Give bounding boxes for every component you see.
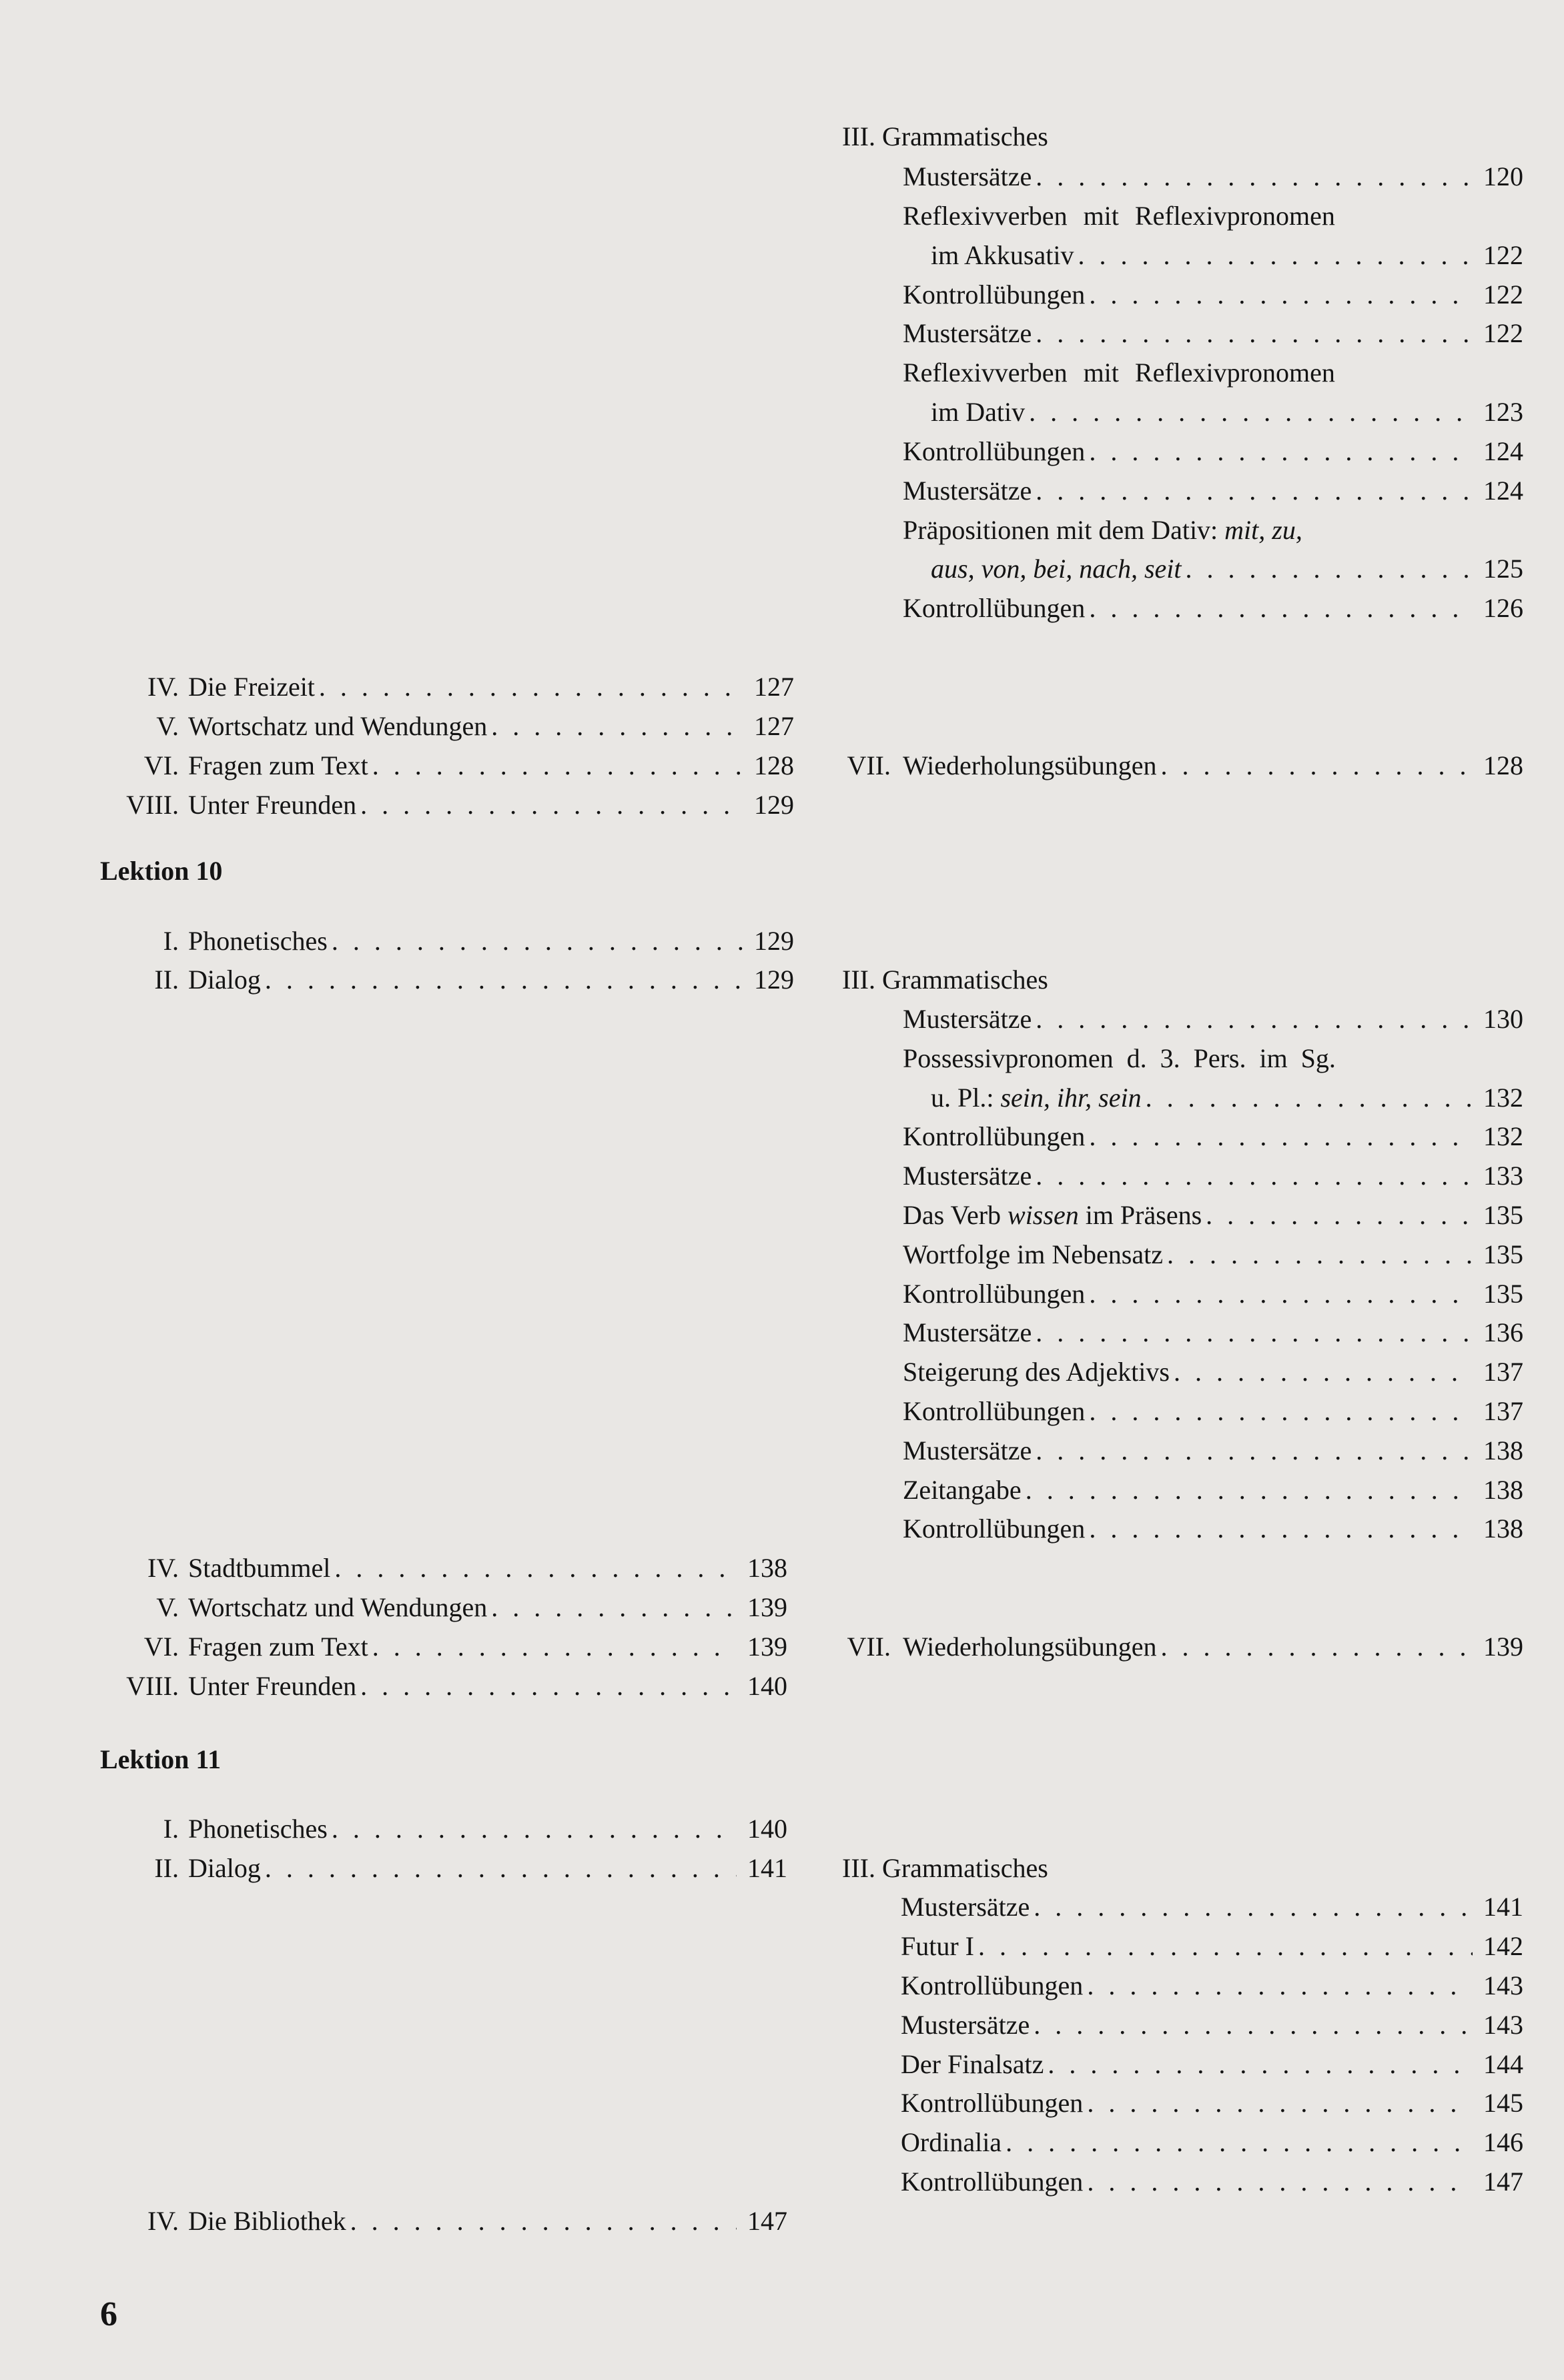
- toc-num: III.: [842, 965, 875, 995]
- toc-entry: [100, 667, 794, 707]
- leader-dots: [1089, 1274, 1473, 1314]
- toc-page: 123: [1483, 397, 1523, 427]
- toc-num: III.: [842, 121, 875, 151]
- toc-label: Grammatisches: [881, 1853, 1048, 1883]
- toc-entry-line1: [903, 353, 1335, 393]
- toc-page: 137: [1483, 1396, 1523, 1426]
- toc-label: Unter Freunden: [188, 790, 357, 820]
- toc-page: 126: [1483, 593, 1523, 623]
- toc-label: Kontrollübungen: [903, 1121, 1086, 1151]
- toc-entry: [901, 2083, 1523, 2123]
- toc-page: 147: [747, 2206, 787, 2236]
- toc-label: Die Bibliothek: [188, 2206, 346, 2236]
- toc-entry: [903, 1391, 1523, 1431]
- toc-entry: [903, 1352, 1523, 1392]
- toc-entry: [901, 2162, 1523, 2202]
- toc-label: Ordinalia: [901, 2127, 1002, 2157]
- toc-entry: [100, 1548, 787, 1588]
- toc-entry: [903, 471, 1523, 511]
- toc-label-text: u. Pl.:: [931, 1083, 994, 1113]
- toc-label: Kontrollübungen: [903, 436, 1086, 466]
- toc-entry: [903, 314, 1523, 354]
- leader-dots: [1029, 392, 1473, 432]
- toc-entry: [831, 746, 1523, 786]
- toc-num: III.: [842, 1853, 875, 1883]
- leader-dots: [978, 1926, 1473, 1966]
- leader-dots: [1089, 1509, 1473, 1549]
- toc-page: 138: [747, 1553, 787, 1583]
- toc-page: 122: [1483, 240, 1523, 270]
- leader-dots: [1036, 314, 1473, 354]
- toc-entry: [903, 432, 1523, 472]
- leader-dots: [1167, 1235, 1473, 1275]
- leader-dots: [265, 960, 743, 1000]
- toc-label: im Dativ: [931, 397, 1026, 427]
- toc-entry: [100, 785, 794, 825]
- leader-dots: [1087, 1966, 1473, 2006]
- leader-dots: [350, 2201, 737, 2241]
- toc-num: VI.: [143, 750, 179, 780]
- toc-page: 139: [1483, 1632, 1523, 1662]
- toc-page: 132: [1483, 1083, 1523, 1113]
- toc-label: Stadtbummel: [188, 1553, 331, 1583]
- toc-entry: [903, 1156, 1523, 1196]
- toc-page: 138: [1483, 1475, 1523, 1505]
- toc-entry: [903, 1313, 1523, 1353]
- toc-heading-grammatisches: [842, 1848, 1048, 1888]
- toc-entry: [100, 1627, 787, 1667]
- leader-dots: [1036, 1431, 1473, 1471]
- toc-entry-line1: [903, 1039, 1336, 1079]
- toc-label-italic: wissen: [1008, 1200, 1079, 1230]
- toc-num: VII.: [847, 1632, 891, 1662]
- toc-label: Kontrollübungen: [903, 1279, 1086, 1309]
- toc-num: VIII.: [126, 790, 179, 820]
- toc-num: V.: [156, 1592, 179, 1622]
- toc-label: Reflexivverben mit Reflexivpronomen: [903, 201, 1335, 231]
- leader-dots: [1161, 746, 1473, 786]
- toc-num: IV.: [147, 2206, 179, 2236]
- toc-entry: [901, 2044, 1523, 2085]
- toc-page: 141: [747, 1853, 787, 1883]
- leader-dots: [1036, 471, 1473, 511]
- leader-dots: [1089, 588, 1473, 628]
- toc-page: 129: [754, 965, 794, 995]
- toc-label: Grammatisches: [881, 121, 1048, 151]
- leader-dots: [1036, 1156, 1473, 1196]
- toc-entry: [931, 392, 1523, 432]
- toc-label-text: im Präsens: [1085, 1200, 1202, 1230]
- toc-label: Kontrollübungen: [901, 1970, 1084, 2000]
- toc-entry: [903, 1509, 1523, 1549]
- toc-entry: [100, 2201, 787, 2241]
- toc-label: Fragen zum Text: [188, 750, 368, 780]
- toc-label: Grammatisches: [881, 965, 1048, 995]
- toc-entry-line1: [903, 510, 1302, 550]
- toc-entry: [903, 1235, 1523, 1275]
- toc-entry: [903, 1195, 1523, 1235]
- page-number: 6: [100, 2295, 117, 2333]
- toc-label: Unter Freunden: [188, 1671, 357, 1701]
- toc-heading-grammatisches: [842, 960, 1048, 1000]
- toc-entry-line1: [903, 196, 1335, 236]
- toc-page: 136: [1483, 1317, 1523, 1347]
- leader-dots: [360, 785, 743, 825]
- leader-dots: [1089, 275, 1473, 315]
- toc-page: 125: [1483, 554, 1523, 584]
- toc-label: Mustersätze: [901, 2010, 1030, 2040]
- toc-entry: [100, 960, 794, 1000]
- toc-label: Mustersätze: [903, 1004, 1032, 1034]
- toc-page: 124: [1483, 476, 1523, 506]
- leader-dots: [372, 1627, 737, 1667]
- toc-page: 130: [1483, 1004, 1523, 1034]
- toc-entry: [831, 1627, 1523, 1667]
- toc-page: 128: [754, 750, 794, 780]
- toc-page: 137: [1483, 1357, 1523, 1387]
- toc-label-italic: mit, zu,: [1224, 515, 1302, 545]
- toc-label: Kontrollübungen: [903, 1514, 1086, 1544]
- toc-page: 127: [754, 672, 794, 702]
- toc-page: 146: [1483, 2127, 1523, 2157]
- toc-page: 124: [1483, 436, 1523, 466]
- toc-label-italic: aus, von, bei, nach, seit: [931, 554, 1182, 584]
- lesson-heading-11: Lektion 11: [100, 1744, 222, 1774]
- leader-dots: [1087, 2083, 1473, 2123]
- toc-page: 133: [1483, 1161, 1523, 1191]
- toc-page: 144: [1483, 2049, 1523, 2079]
- toc-label: im Akkusativ: [931, 240, 1074, 270]
- toc-label: Mustersätze: [903, 318, 1032, 348]
- toc-heading-grammatisches: [842, 117, 1048, 157]
- toc-entry: [901, 1926, 1523, 1966]
- toc-entry: [931, 1078, 1523, 1118]
- toc-num: I.: [163, 1814, 179, 1844]
- toc-label: [903, 1195, 1202, 1235]
- toc-entry: [903, 157, 1523, 197]
- leader-dots: [360, 1666, 737, 1706]
- toc-label: Zeitangabe: [903, 1475, 1022, 1505]
- leader-dots: [372, 746, 743, 786]
- leader-dots: [265, 1848, 737, 1888]
- toc-label: Wortschatz und Wendungen: [188, 711, 488, 741]
- leader-dots: [491, 1588, 737, 1628]
- toc-page: 138: [1483, 1514, 1523, 1544]
- toc-num: VII.: [847, 750, 891, 780]
- toc-entry: [100, 1588, 787, 1628]
- toc-page: 139: [747, 1592, 787, 1622]
- leader-dots: [1036, 157, 1473, 197]
- leader-dots: [1036, 1313, 1473, 1353]
- toc-entry: [100, 706, 794, 746]
- toc-label: Wiederholungsübungen: [903, 750, 1157, 780]
- lesson-heading-10: Lektion 10: [100, 856, 223, 886]
- toc-label: Fragen zum Text: [188, 1632, 368, 1662]
- toc-label: Kontrollübungen: [903, 1396, 1086, 1426]
- toc-num: V.: [156, 711, 179, 741]
- toc-num: IV.: [147, 672, 179, 702]
- toc-entry: [901, 2123, 1523, 2163]
- toc-entry: [931, 549, 1523, 589]
- toc-num: IV.: [147, 1553, 179, 1583]
- toc-label: Phonetisches: [188, 926, 328, 956]
- toc-entry: [931, 235, 1523, 275]
- toc-page: 138: [1483, 1435, 1523, 1465]
- leader-dots: [332, 1809, 737, 1849]
- toc-entry: [903, 1470, 1523, 1510]
- leader-dots: [1087, 2162, 1473, 2202]
- toc-page: 140: [747, 1671, 787, 1701]
- leader-dots: [1089, 432, 1473, 472]
- toc-page: 129: [754, 790, 794, 820]
- toc-page: 139: [747, 1632, 787, 1662]
- leader-dots: [1006, 2123, 1473, 2163]
- toc-page: 143: [1483, 2010, 1523, 2040]
- toc-page: 120: [1483, 161, 1523, 191]
- leader-dots: [1089, 1391, 1473, 1431]
- leader-dots: [1161, 1627, 1473, 1667]
- toc-label: Wortfolge im Nebensatz: [903, 1239, 1163, 1269]
- toc-label: Reflexivverben mit Reflexivpronomen: [903, 358, 1335, 388]
- toc-entry: [901, 2005, 1523, 2045]
- leader-dots: [1186, 549, 1473, 589]
- leader-dots: [1026, 1470, 1473, 1510]
- toc-entry: [903, 999, 1523, 1039]
- leader-dots: [1078, 235, 1473, 275]
- toc-label: Mustersätze: [903, 1161, 1032, 1191]
- toc-label: Kontrollübungen: [901, 2167, 1084, 2197]
- toc-num: I.: [163, 926, 179, 956]
- toc-page: 135: [1483, 1239, 1523, 1269]
- toc-entry: [100, 921, 794, 961]
- toc-entry: [903, 1117, 1523, 1157]
- leader-dots: [1206, 1195, 1473, 1235]
- toc-label: Präpositionen mit dem Dativ:: [903, 515, 1218, 545]
- toc-entry: [901, 1966, 1523, 2006]
- toc-page: 129: [754, 926, 794, 956]
- leader-dots: [1146, 1078, 1473, 1118]
- leader-dots: [1034, 2005, 1473, 2045]
- toc-num: VI.: [143, 1632, 179, 1662]
- toc-label: Mustersätze: [903, 161, 1032, 191]
- toc-label: Phonetisches: [188, 1814, 328, 1844]
- toc-label: Futur I: [901, 1931, 974, 1961]
- toc-label: Wortschatz und Wendungen: [188, 1592, 488, 1622]
- toc-label: Kontrollübungen: [901, 2088, 1084, 2118]
- toc-page: 140: [747, 1814, 787, 1844]
- leader-dots: [491, 706, 743, 746]
- toc-page: 143: [1483, 1970, 1523, 2000]
- toc-label: Kontrollübungen: [903, 593, 1086, 623]
- toc-entry: [901, 1887, 1523, 1927]
- toc-label: Mustersätze: [903, 1317, 1032, 1347]
- toc-page: 135: [1483, 1279, 1523, 1309]
- toc-label: Wiederholungsübungen: [903, 1632, 1157, 1662]
- toc-entry: [903, 588, 1523, 628]
- toc-page: 147: [1483, 2167, 1523, 2197]
- toc-page: 141: [1483, 1892, 1523, 1922]
- toc-num: VIII.: [126, 1671, 179, 1701]
- leader-dots: [334, 1548, 737, 1588]
- toc-page: 132: [1483, 1121, 1523, 1151]
- leader-dots: [1048, 2044, 1473, 2085]
- toc-label: Mustersätze: [903, 1435, 1032, 1465]
- toc-label: Der Finalsatz: [901, 2049, 1044, 2079]
- toc-entry: [100, 1666, 787, 1706]
- toc-entry: [903, 275, 1523, 315]
- toc-label: Die Freizeit: [188, 672, 315, 702]
- toc-label: [931, 1078, 1142, 1118]
- toc-page: 135: [1483, 1200, 1523, 1230]
- toc-label: Kontrollübungen: [903, 279, 1086, 310]
- toc-label-text: Das Verb: [903, 1200, 1002, 1230]
- toc-entry: [100, 1848, 787, 1888]
- toc-label: Mustersätze: [903, 476, 1032, 506]
- toc-num: II.: [154, 965, 179, 995]
- toc-page: 127: [754, 711, 794, 741]
- leader-dots: [1036, 999, 1473, 1039]
- toc-label: Dialog: [188, 965, 261, 995]
- toc-entry: [903, 1431, 1523, 1471]
- toc-page: 142: [1483, 1931, 1523, 1961]
- toc-entry: [100, 1809, 787, 1849]
- leader-dots: [332, 921, 743, 961]
- toc-label: Possessivpronomen d. 3. Pers. im Sg.: [903, 1043, 1336, 1073]
- toc-page: 145: [1483, 2088, 1523, 2118]
- leader-dots: [1089, 1117, 1473, 1157]
- toc-entry: [100, 746, 794, 786]
- toc-num: II.: [154, 1853, 179, 1883]
- leader-dots: [1034, 1887, 1473, 1927]
- leader-dots: [319, 667, 743, 707]
- toc-label: Dialog: [188, 1853, 261, 1883]
- toc-entry: [903, 1274, 1523, 1314]
- leader-dots: [1174, 1352, 1473, 1392]
- toc-page: 122: [1483, 318, 1523, 348]
- toc-label: Steigerung des Adjektivs: [903, 1357, 1170, 1387]
- toc-page: 122: [1483, 279, 1523, 310]
- toc-page: 128: [1483, 750, 1523, 780]
- toc-label: Mustersätze: [901, 1892, 1030, 1922]
- toc-label-italic: sein, ihr, sein: [1000, 1083, 1142, 1113]
